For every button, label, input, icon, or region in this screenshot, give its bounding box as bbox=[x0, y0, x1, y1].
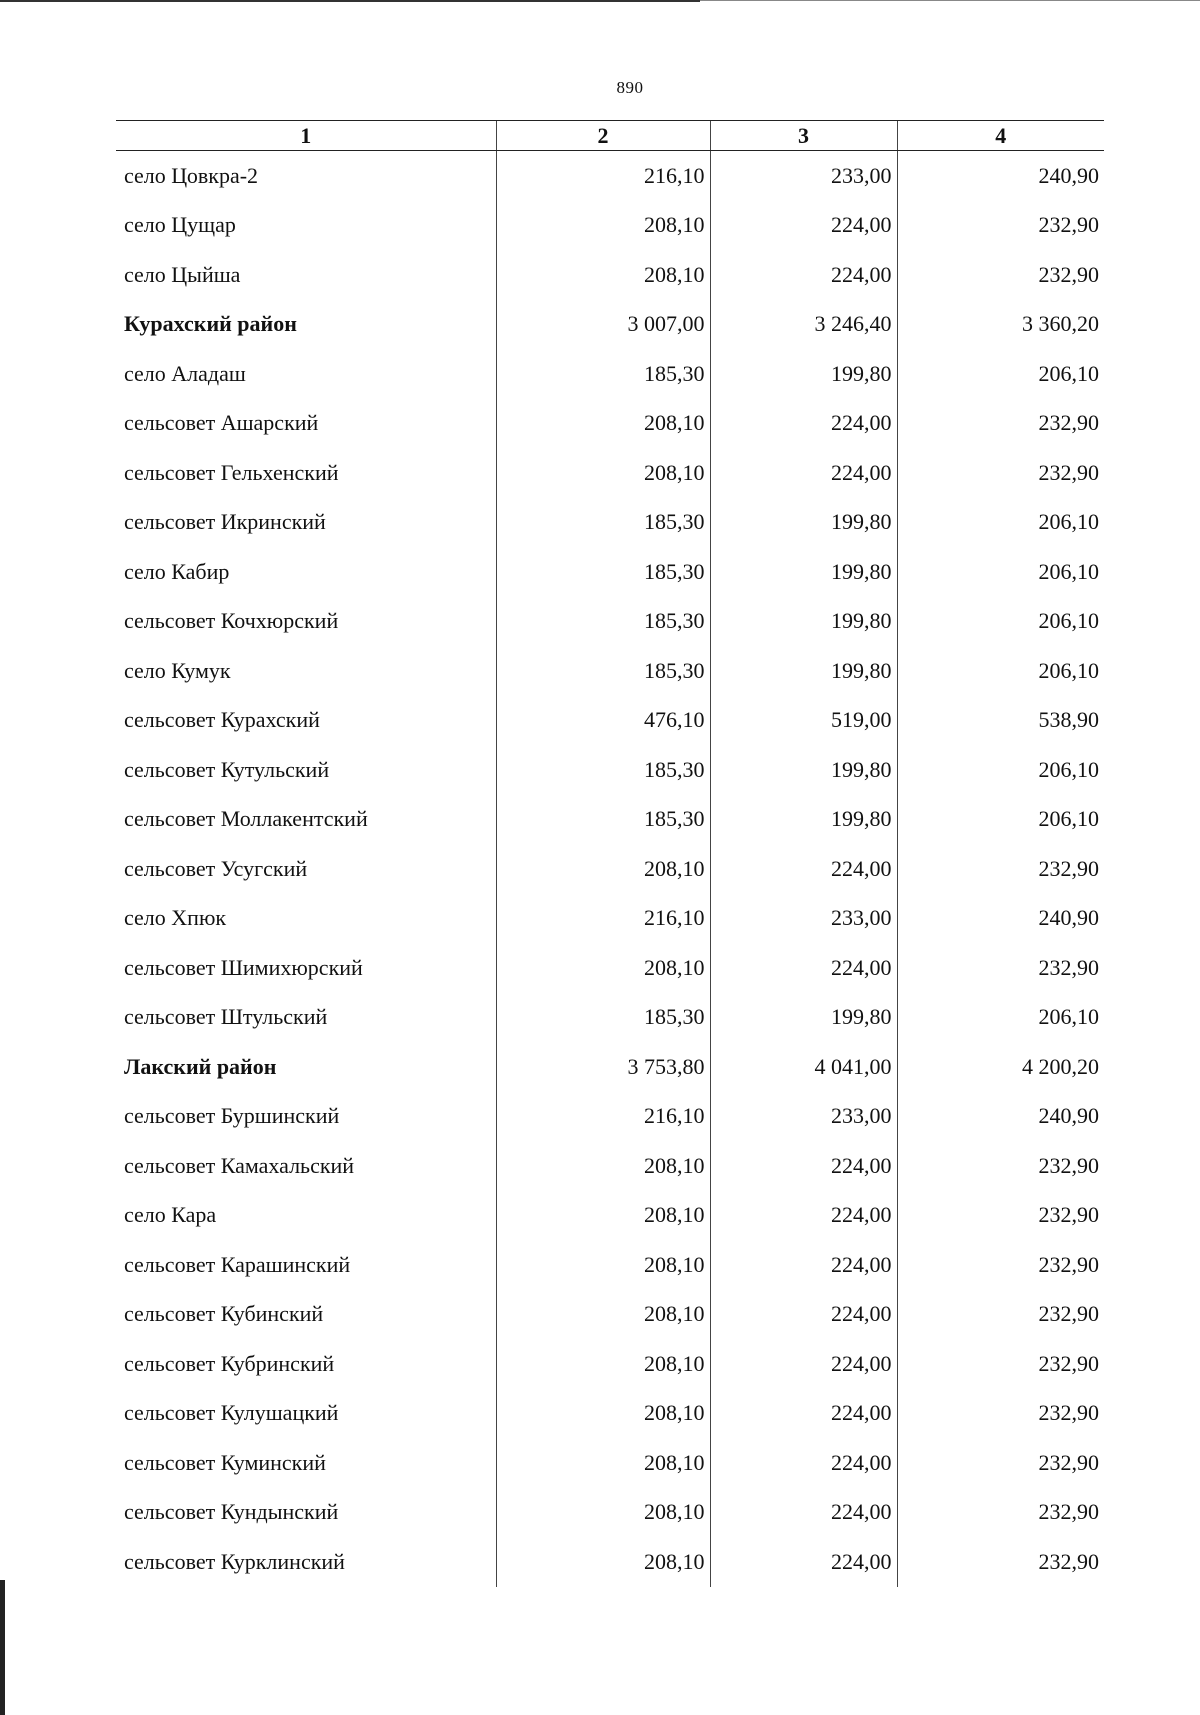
table-row bbox=[116, 1389, 1104, 1439]
value-column-3: 233,00 bbox=[710, 894, 897, 944]
table-row bbox=[116, 448, 1104, 498]
row-name-cell: сельсовет Кочхюрский bbox=[124, 608, 339, 634]
top-border-line bbox=[0, 0, 700, 2]
value-column-4: 232,90 bbox=[897, 1290, 1104, 1340]
row-name-cell: сельсовет Ашарский bbox=[124, 410, 319, 436]
row-name-cell: сельсовет Буршинский bbox=[124, 1103, 340, 1129]
value-column-4: 206,10 bbox=[897, 745, 1104, 795]
table-row bbox=[116, 300, 1104, 350]
page-number: 890 bbox=[616, 78, 644, 97]
value-column-4: 232,90 bbox=[897, 943, 1104, 993]
value-column-3: 224,00 bbox=[710, 1488, 897, 1538]
row-name-cell: сельсовет Кубинский bbox=[124, 1301, 324, 1327]
table-body bbox=[116, 151, 1104, 1587]
table-row bbox=[116, 1537, 1104, 1587]
table-row bbox=[116, 894, 1104, 944]
value-column-3: 224,00 bbox=[710, 1389, 897, 1439]
value-column-2: 208,10 bbox=[496, 1191, 710, 1241]
value-column-3: 224,00 bbox=[710, 1438, 897, 1488]
value-column-2: 185,30 bbox=[496, 349, 710, 399]
value-column-4: 206,10 bbox=[897, 547, 1104, 597]
value-column-3: 199,80 bbox=[710, 646, 897, 696]
row-name-cell: село Кумук bbox=[124, 657, 231, 683]
table-row bbox=[116, 498, 1104, 548]
value-column-4: 232,90 bbox=[897, 1389, 1104, 1439]
row-name-cell: село Цыйша bbox=[124, 261, 241, 287]
value-column-3: 519,00 bbox=[710, 696, 897, 746]
value-column-2: 208,10 bbox=[496, 448, 710, 498]
row-name-cell: сельсовет Кулушацкий bbox=[124, 1400, 339, 1426]
value-column-4: 232,90 bbox=[897, 1488, 1104, 1538]
value-column-2: 185,30 bbox=[496, 498, 710, 548]
value-column-4: 3 360,20 bbox=[897, 300, 1104, 350]
value-column-2: 208,10 bbox=[496, 1537, 710, 1587]
value-column-3: 199,80 bbox=[710, 795, 897, 845]
row-name-cell: сельсовет Кундынский bbox=[124, 1499, 339, 1525]
value-column-4: 232,90 bbox=[897, 201, 1104, 251]
value-column-3: 199,80 bbox=[710, 547, 897, 597]
value-column-2: 208,10 bbox=[496, 844, 710, 894]
value-column-3: 233,00 bbox=[710, 1092, 897, 1142]
value-column-2: 216,10 bbox=[496, 151, 710, 201]
value-column-4: 4 200,20 bbox=[897, 1042, 1104, 1092]
value-column-2: 208,10 bbox=[496, 1339, 710, 1389]
table-row bbox=[116, 1339, 1104, 1389]
value-column-2: 185,30 bbox=[496, 745, 710, 795]
value-column-2: 208,10 bbox=[496, 201, 710, 251]
row-name-cell: сельсовет Штульский bbox=[124, 1004, 328, 1030]
table-row bbox=[116, 745, 1104, 795]
table-row bbox=[116, 1092, 1104, 1142]
table-row bbox=[116, 1290, 1104, 1340]
value-column-3: 224,00 bbox=[710, 1537, 897, 1587]
value-column-2: 185,30 bbox=[496, 795, 710, 845]
table-row bbox=[116, 201, 1104, 251]
row-name-cell: сельсовет Шимихюрский bbox=[124, 954, 363, 980]
value-column-3: 199,80 bbox=[710, 993, 897, 1043]
row-name-cell: сельсовет Моллакентский bbox=[124, 806, 368, 832]
row-name-cell: село Цущар bbox=[124, 212, 236, 238]
value-column-2: 3 007,00 bbox=[496, 300, 710, 350]
value-column-2: 185,30 bbox=[496, 993, 710, 1043]
value-column-4: 232,90 bbox=[897, 844, 1104, 894]
value-column-2: 185,30 bbox=[496, 646, 710, 696]
table-row bbox=[116, 250, 1104, 300]
row-name-cell: сельсовет Камахальский bbox=[124, 1152, 355, 1178]
value-column-3: 224,00 bbox=[710, 448, 897, 498]
value-column-4: 232,90 bbox=[897, 250, 1104, 300]
table-row bbox=[116, 1488, 1104, 1538]
row-name-cell: сельсовет Куминский bbox=[124, 1449, 326, 1475]
table-row bbox=[116, 1240, 1104, 1290]
value-column-4: 206,10 bbox=[897, 498, 1104, 548]
value-column-4: 240,90 bbox=[897, 151, 1104, 201]
value-column-4: 232,90 bbox=[897, 1191, 1104, 1241]
row-name-cell: село Хпюк bbox=[124, 905, 227, 931]
value-column-4: 240,90 bbox=[897, 1092, 1104, 1142]
value-column-2: 208,10 bbox=[496, 1290, 710, 1340]
value-column-4: 240,90 bbox=[897, 894, 1104, 944]
value-column-2: 208,10 bbox=[496, 943, 710, 993]
row-name-cell: сельсовет Карашинский bbox=[124, 1251, 351, 1277]
table-row bbox=[116, 696, 1104, 746]
column-header-4: 4 bbox=[897, 121, 1104, 151]
row-name-cell: сельсовет Гельхенский bbox=[124, 459, 339, 485]
value-column-4: 232,90 bbox=[897, 1339, 1104, 1389]
value-column-4: 232,90 bbox=[897, 1240, 1104, 1290]
header-row bbox=[116, 121, 1104, 151]
table-row bbox=[116, 844, 1104, 894]
value-column-2: 208,10 bbox=[496, 1438, 710, 1488]
row-name-cell: сельсовет Курахский bbox=[124, 707, 320, 733]
table-row bbox=[116, 1141, 1104, 1191]
value-column-4: 232,90 bbox=[897, 399, 1104, 449]
value-column-2: 208,10 bbox=[496, 250, 710, 300]
table-row bbox=[116, 151, 1104, 201]
value-column-4: 206,10 bbox=[897, 349, 1104, 399]
value-column-2: 208,10 bbox=[496, 1240, 710, 1290]
row-name-cell: сельсовет Кутульский bbox=[124, 756, 330, 782]
value-column-3: 224,00 bbox=[710, 1240, 897, 1290]
scan-edge-mark bbox=[0, 1580, 5, 1715]
value-column-3: 224,00 bbox=[710, 1191, 897, 1241]
value-column-4: 232,90 bbox=[897, 1537, 1104, 1587]
row-name-cell: сельсовет Курклинский bbox=[124, 1548, 345, 1574]
column-header-2: 2 bbox=[496, 121, 710, 151]
value-column-3: 233,00 bbox=[710, 151, 897, 201]
table-row bbox=[116, 795, 1104, 845]
row-name-cell: сельсовет Усугский bbox=[124, 855, 308, 881]
table-row bbox=[116, 646, 1104, 696]
value-column-3: 199,80 bbox=[710, 745, 897, 795]
table-row bbox=[116, 547, 1104, 597]
value-column-3: 224,00 bbox=[710, 250, 897, 300]
value-column-3: 224,00 bbox=[710, 844, 897, 894]
value-column-4: 206,10 bbox=[897, 795, 1104, 845]
value-column-4: 538,90 bbox=[897, 696, 1104, 746]
table-row bbox=[116, 399, 1104, 449]
row-name-cell: сельсовет Кубринский bbox=[124, 1350, 335, 1376]
row-name-cell: сельсовет Икринский bbox=[124, 509, 326, 535]
value-column-2: 216,10 bbox=[496, 1092, 710, 1142]
value-column-2: 476,10 bbox=[496, 696, 710, 746]
top-border-line-right bbox=[700, 0, 1200, 1]
table-row bbox=[116, 943, 1104, 993]
value-column-4: 206,10 bbox=[897, 993, 1104, 1043]
table-row bbox=[116, 1191, 1104, 1241]
table-row bbox=[116, 993, 1104, 1043]
row-name-cell: село Цовкра-2 bbox=[124, 162, 259, 188]
row-name-cell: село Кара bbox=[124, 1202, 217, 1228]
value-column-3: 224,00 bbox=[710, 399, 897, 449]
value-column-3: 199,80 bbox=[710, 349, 897, 399]
table-header bbox=[116, 121, 1104, 151]
row-name-cell: Лакский район bbox=[124, 1053, 277, 1079]
value-column-3: 224,00 bbox=[710, 1141, 897, 1191]
table-row bbox=[116, 349, 1104, 399]
value-column-2: 3 753,80 bbox=[496, 1042, 710, 1092]
value-column-3: 199,80 bbox=[710, 597, 897, 647]
row-name-cell: село Кабир bbox=[124, 558, 230, 584]
value-column-2: 208,10 bbox=[496, 1141, 710, 1191]
value-column-4: 232,90 bbox=[897, 448, 1104, 498]
value-column-2: 216,10 bbox=[496, 894, 710, 944]
row-name-cell: Курахский район bbox=[124, 311, 297, 337]
column-header-3: 3 bbox=[710, 121, 897, 151]
value-column-3: 224,00 bbox=[710, 201, 897, 251]
value-column-4: 206,10 bbox=[897, 597, 1104, 647]
value-column-2: 185,30 bbox=[496, 547, 710, 597]
value-column-2: 208,10 bbox=[496, 399, 710, 449]
value-column-4: 232,90 bbox=[897, 1141, 1104, 1191]
value-column-3: 224,00 bbox=[710, 1290, 897, 1340]
value-column-3: 224,00 bbox=[710, 1339, 897, 1389]
row-name-cell: село Аладаш bbox=[124, 360, 246, 386]
value-column-2: 208,10 bbox=[496, 1389, 710, 1439]
value-column-3: 199,80 bbox=[710, 498, 897, 548]
data-table bbox=[116, 120, 1104, 1587]
table-row bbox=[116, 1042, 1104, 1092]
value-column-3: 3 246,40 bbox=[710, 300, 897, 350]
table-row bbox=[116, 597, 1104, 647]
value-column-4: 206,10 bbox=[897, 646, 1104, 696]
value-column-3: 224,00 bbox=[710, 943, 897, 993]
value-column-2: 208,10 bbox=[496, 1488, 710, 1538]
value-column-4: 232,90 bbox=[897, 1438, 1104, 1488]
table-row bbox=[116, 1438, 1104, 1488]
column-header-1: 1 bbox=[116, 121, 496, 151]
value-column-2: 185,30 bbox=[496, 597, 710, 647]
value-column-3: 4 041,00 bbox=[710, 1042, 897, 1092]
